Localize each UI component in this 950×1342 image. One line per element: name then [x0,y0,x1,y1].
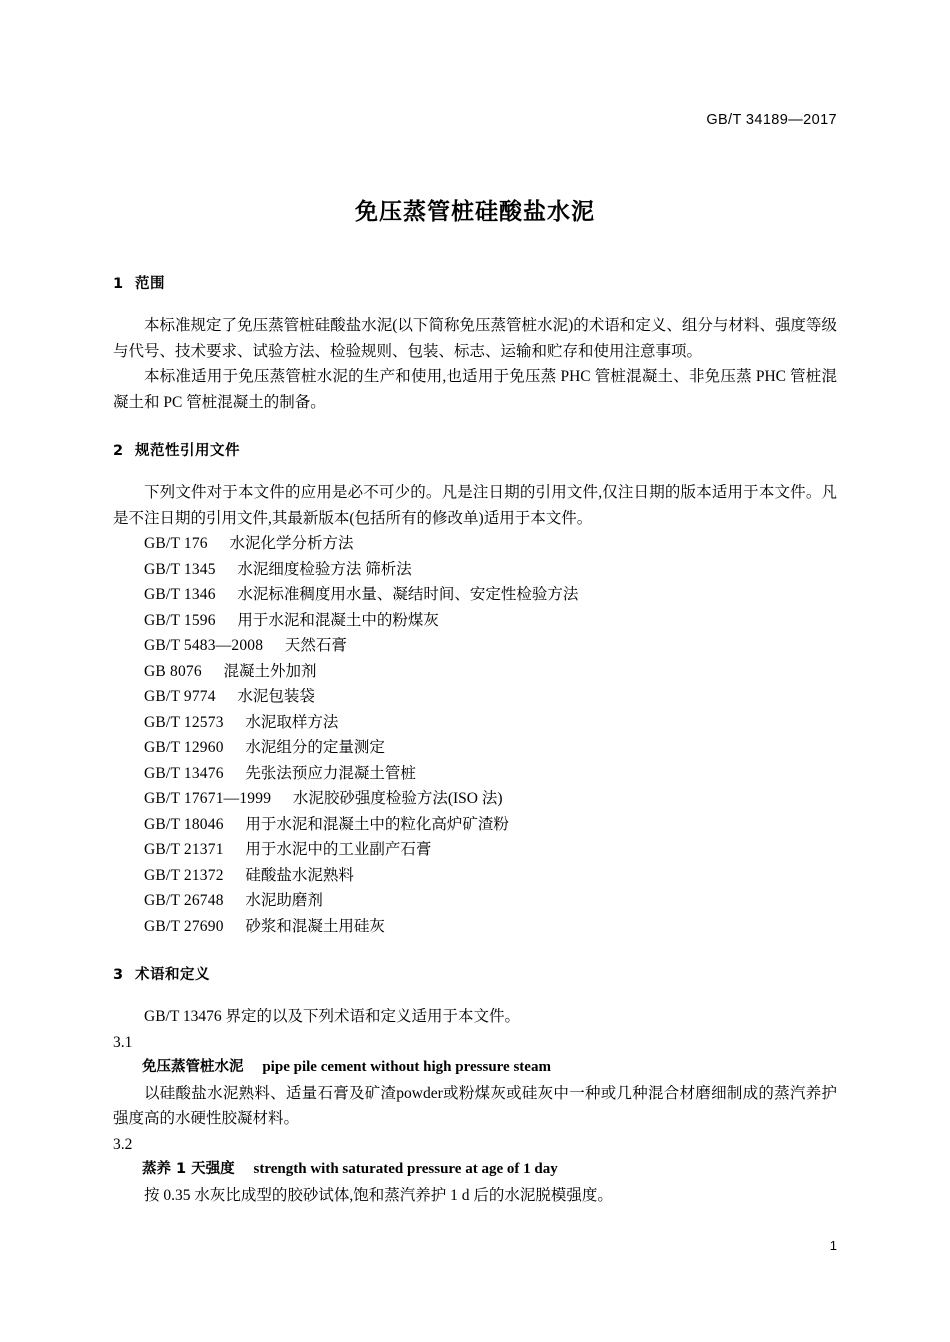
term-entry-heading [113,1055,837,1081]
reference-name: 先张法预应力混凝土管桩 [245,764,416,782]
reference-item [113,684,837,710]
reference-name: 水泥化学分析方法 [229,535,354,552]
section-title-2: 规范性引用文件 [135,443,240,459]
reference-item [113,531,837,557]
reference-name: 水泥助磨剂 [245,892,323,909]
reference-item [113,812,837,838]
section-title-1: 范围 [135,276,165,292]
section-title-3: 术语和定义 [135,967,210,983]
reference-name: 砂浆和混凝土用硅灰 [245,917,385,935]
reference-item [113,659,837,685]
reference-item [113,710,837,736]
document-body [113,272,837,1208]
term-definition: 按 0.35 水灰比成型的胶砂试体,饱和蒸汽养护 1 d 后的水泥脱模强度。 [144,1186,613,1204]
reference-name: 硅酸盐水泥熟料 [245,866,354,884]
reference-code: GB 8076 [144,662,202,680]
reference-item [113,608,837,634]
section-heading-scope [113,272,837,293]
reference-name: 水泥胶砂强度检验方法(ISO 法) [292,790,503,807]
page-header [113,112,837,128]
section-number-2: 2 [113,443,124,459]
term-entry-heading [113,1157,837,1183]
reference-item [113,863,837,889]
reference-code: GB/T 5483—2008 [144,637,264,654]
term-cn: 免压蒸管桩水泥 [142,1059,244,1075]
section-number-3: 3 [113,967,124,983]
reference-code: GB/T 17671—1999 [144,790,272,807]
normative-intro: 下列文件对于本文件的应用是必不可少的。凡是注日期的引用文件,仅注日期的版本适用于本文件。凡是不注日期的引用文件,其最新版本(包括所有的修改单)适用于本文件。 [113,484,837,527]
reference-code: GB/T 12960 [144,739,224,756]
terms-intro: GB/T 13476 界定的以及下列术语和定义适用于本文件。 [144,1008,521,1025]
section-heading-normative-references [113,439,837,460]
term-cn: 蒸养 1 天强度 [142,1161,235,1177]
reference-code: GB/T 12573 [144,713,224,731]
reference-name: 水泥取样方法 [245,713,339,731]
standard-code: GB/T 34189—2017 [706,112,837,128]
reference-item [113,582,837,608]
term-en: strength with saturated pressure at age of 1 day [253,1161,558,1177]
scope-paragraph-1: 本标准规定了免压蒸管桩硅酸盐水泥(以下简称免压蒸管桩水泥)的术语和定义、组分与材料、强度等级与代号、技术要求、试验方法、检验规则、包装、标志、运输和贮存和使用注意事项。 [113,317,837,360]
reference-name: 水泥标准稠度用水量、凝结时间、安定性检验方法 [237,586,579,603]
reference-code: GB/T 1596 [144,611,216,629]
reference-item [113,633,837,659]
section-number-1: 1 [113,276,124,292]
reference-code: GB/T 176 [144,535,208,552]
scope-paragraph-2: 本标准适用于免压蒸管桩水泥的生产和使用,也适用于免压蒸 PHC 管桩混凝土、非免压蒸 PHC 管桩混凝土和 PC 管桩混凝土的制备。 [113,368,837,411]
section-heading-terms [113,963,837,984]
reference-name: 用于水泥和混凝土中的粉煤灰 [237,611,439,629]
reference-name: 水泥组分的定量测定 [245,739,385,756]
reference-item [113,837,837,863]
reference-code: GB/T 18046 [144,815,224,833]
page-number: 1 [829,1238,837,1253]
reference-item [113,761,837,787]
reference-code: GB/T 21371 [144,841,224,858]
reference-item [113,888,837,914]
reference-item [113,914,837,940]
reference-code: GB/T 1346 [144,586,216,603]
clause-number: 3.1 [113,1033,133,1051]
document-title: 免压蒸管桩硅酸盐水泥 [355,199,595,225]
reference-name: 用于水泥中的工业副产石膏 [245,841,432,858]
reference-item [113,786,837,812]
reference-name: 天然石膏 [284,637,347,654]
reference-item [113,735,837,761]
reference-name: 用于水泥和混凝土中的粒化高炉矿渣粉 [245,815,509,833]
reference-code: GB/T 13476 [144,764,224,782]
reference-name: 水泥包装袋 [237,688,315,705]
reference-code: GB/T 21372 [144,866,224,884]
reference-code: GB/T 27690 [144,917,224,935]
reference-code: GB/T 26748 [144,892,224,909]
term-definition: 以硅酸盐水泥熟料、适量石膏及矿渣powder或粉煤灰或硅灰中一种或几种混合材磨细制成的蒸汽养护强度高的水硬性胶凝材料。 [113,1084,837,1127]
clause-number: 3.2 [113,1135,133,1153]
reference-code: GB/T 1345 [144,560,216,578]
reference-name: 混凝土外加剂 [223,662,317,680]
reference-code: GB/T 9774 [144,688,216,705]
term-en: pipe pile cement without high pressure steam [262,1059,551,1075]
reference-name: 水泥细度检验方法 筛析法 [237,560,412,578]
reference-item [113,557,837,583]
